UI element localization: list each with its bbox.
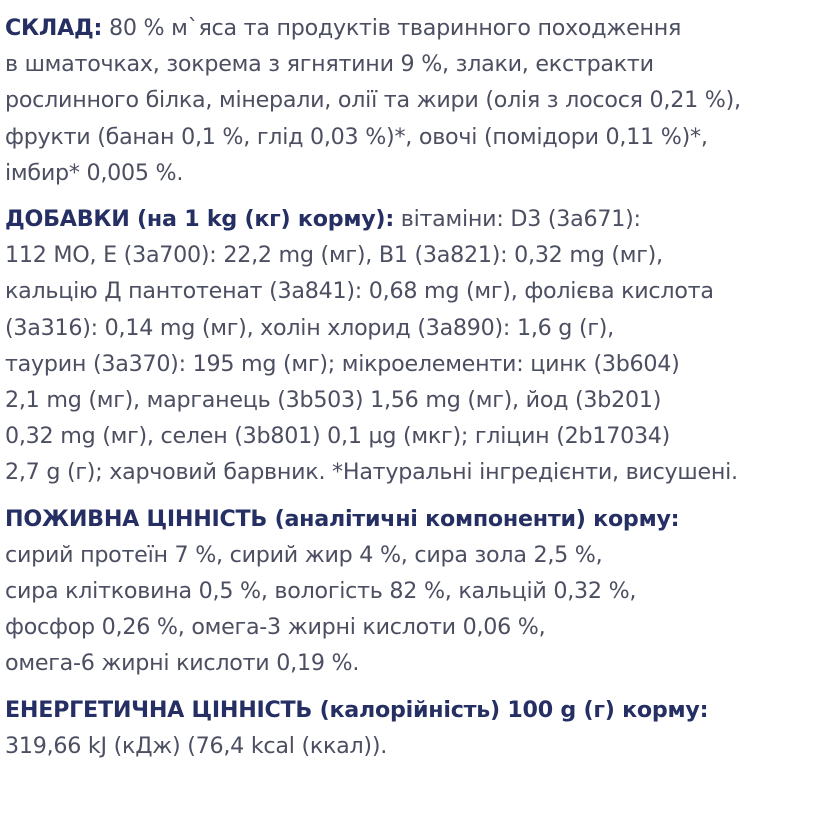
nutritional-value-line: омега-6 жирні кислоти 0,19 %. <box>5 650 360 677</box>
additives-line: (3a316): 0,14 mg (мг), холін хлорид (3a890): 1,6 g (г), <box>5 314 614 341</box>
nutritional-value-line: сира клітковина 0,5 %, вологість 82 %, кальцій 0,32 %, <box>5 578 637 605</box>
nutritional-value-section <box>5 501 827 682</box>
additives-line: 2,1 mg (мг), марганець (3b503) 1,56 mg (мг), йод (3b201) <box>5 387 662 414</box>
additives-heading: ДОБАВКИ (на 1 kg (кг) корму): <box>5 206 394 233</box>
nutritional-value-line: фосфор 0,26 %, омега-3 жирні кислоти 0,06 %, <box>5 614 546 641</box>
composition-first-line <box>5 10 827 46</box>
composition-line: 80 % м`яса та продуктів тваринного походження <box>102 15 682 41</box>
additives-line: 112 МО, Е (3a700): 22,2 mg (мг), B1 (3a821): 0,32 mg (мг), <box>5 242 663 269</box>
additives-line: 0,32 mg (мг), селен (3b801) 0,1 µg (мкг); гліцин (2b17034) <box>5 423 671 450</box>
additives-first-line <box>5 201 827 237</box>
additives-line: кальцію Д пантотенат (3a841): 0,68 mg (мг), фолієва кислота <box>5 278 714 305</box>
composition-section <box>5 10 827 191</box>
pet-food-label <box>5 10 827 764</box>
additives-section <box>5 201 827 491</box>
additives-line: вітаміни: D3 (3a671): <box>393 206 641 233</box>
composition-line: фрукти (банан 0,1 %, глід 0,03 %)*, овочі (помідори 0,11 %)*, <box>5 123 708 150</box>
composition-line: рослинного білка, мінерали, олії та жири (олія з лосося 0,21 %), <box>5 87 741 114</box>
additives-line: 2,7 g (г); харчовий барвник. *Натуральні інгредієнти, висушені. <box>5 459 738 486</box>
composition-line: імбир* 0,005 %. <box>5 159 184 186</box>
energy-value-section <box>5 692 827 764</box>
energy-value-line: 319,66 kJ (кДж) (76,4 kcal (ккал)). <box>5 732 388 759</box>
composition-heading: СКЛАД: <box>5 15 103 41</box>
composition-line: в шматочках, зокрема з ягнятини 9 %, злаки, екстракти <box>5 51 654 78</box>
energy-value-heading: ЕНЕРГЕТИЧНА ЦІННІСТЬ (калорійність) 100 g (г) корму: <box>5 696 709 723</box>
nutritional-value-line: сирий протеїн 7 %, сирий жир 4 %, сира зола 2,5 %, <box>5 541 603 568</box>
additives-line: таурин (3a370): 195 mg (мг); мікроелементи: цинк (3b604) <box>5 350 680 377</box>
nutritional-value-heading: ПОЖИВНА ЦІННІСТЬ (аналітичні компоненти) корму: <box>5 505 680 532</box>
